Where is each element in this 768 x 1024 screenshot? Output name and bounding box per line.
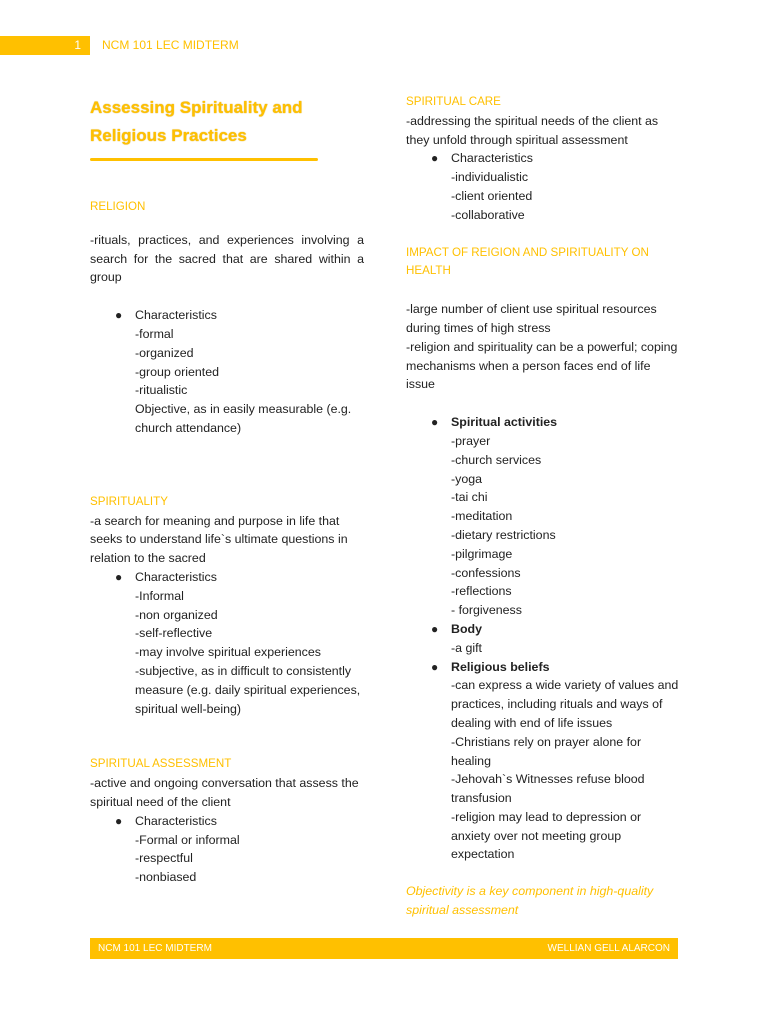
- bullet-icon: ●: [115, 813, 123, 828]
- assessment-heading: SPIRITUAL ASSESSMENT: [90, 757, 232, 771]
- spiritual-care-heading: SPIRITUAL CARE: [406, 95, 501, 108]
- list-item: -organized: [135, 345, 194, 360]
- bullet-label: Body: [451, 621, 482, 636]
- list-item: -ritualistic: [135, 383, 188, 398]
- impact-heading: IMPACT OF REIGION AND SPIRITUALITY ON HEALTH: [406, 245, 649, 278]
- list-item: -dietary restrictions: [451, 527, 556, 542]
- list-item: -self-reflective: [135, 626, 213, 641]
- list-item: -respectful: [135, 851, 193, 866]
- list-item: -pilgrimage: [451, 546, 513, 561]
- impact-paragraph-2: -religion and spirituality can be a powerful; coping mechanisms when a person faces end of life issue: [406, 339, 678, 392]
- footer-author: WELLIAN GELL ALARCON: [547, 943, 670, 954]
- list-item: -yoga: [451, 471, 482, 486]
- spiritual-activities: [406, 413, 682, 620]
- list-item: -group oriented: [135, 364, 220, 379]
- religion-characteristics: [90, 306, 364, 438]
- list-item: -Formal or informal: [135, 832, 240, 847]
- list-item: -formal: [135, 326, 174, 341]
- assessment-definition: -active and ongoing conversation that assess the spiritual need of the client: [90, 776, 359, 809]
- list-item: -client oriented: [451, 188, 533, 203]
- list-item: -reflections: [451, 584, 512, 599]
- spirituality-characteristics: [90, 568, 364, 718]
- spiritual-care-definition: -addressing the spiritual needs of the client as they unfold through spiritual assessment: [406, 113, 659, 147]
- list-item: -religion may lead to depression or anxiety over not meeting group expectation: [451, 809, 642, 862]
- list-item: -may involve spiritual experiences: [135, 645, 321, 660]
- list-item: -collaborative: [451, 207, 525, 222]
- footer-course: NCM 101 LEC MIDTERM: [98, 943, 212, 954]
- list-item: -Christians rely on prayer alone for healing: [451, 734, 642, 768]
- spiritual-care-characteristics: [406, 149, 682, 224]
- list-item: -prayer: [451, 433, 491, 448]
- list-item: -Jehovah`s Witnesses refuse blood transfusion: [451, 772, 645, 806]
- bullet-icon: ●: [431, 659, 439, 674]
- bullet-label: Characteristics: [135, 813, 217, 828]
- document-title: [90, 94, 364, 150]
- bullet-icon: ●: [431, 621, 439, 636]
- list-item: Objective, as in easily measurable (e.g. church attendance): [135, 402, 352, 435]
- list-item: -church services: [451, 452, 542, 467]
- list-item: -Informal: [135, 588, 184, 603]
- impact-paragraph-1: -large number of client use spiritual resources during times of high stress: [406, 302, 657, 335]
- list-item: -can express a wide variety of values and practices, including rituals and ways of dealing with end of life issues: [451, 678, 679, 730]
- bullet-icon: ●: [115, 569, 123, 584]
- title-line-1: Assessing Spirituality and: [90, 98, 303, 117]
- list-item: -confessions: [451, 565, 521, 580]
- header-title: NCM 101 LEC MIDTERM: [102, 38, 239, 52]
- left-column: [90, 94, 364, 887]
- footer-bar: [90, 938, 678, 959]
- list-item: - forgiveness: [451, 603, 522, 618]
- bullet-label: Characteristics: [135, 308, 217, 323]
- bullet-label: Spiritual activities: [451, 415, 558, 430]
- spirituality-definition: -a search for meaning and purpose in life that seeks to understand life`s ultimate questions in relation to the sacred: [90, 513, 348, 566]
- bullet-label: Characteristics: [135, 569, 217, 584]
- spirituality-heading: SPIRITUALITY: [90, 494, 168, 508]
- right-column: [406, 93, 682, 920]
- title-line-2: Religious Practices: [90, 126, 247, 145]
- bullet-icon: ●: [115, 308, 123, 323]
- list-item: -a gift: [451, 640, 482, 655]
- bullet-label: Characteristics: [451, 151, 533, 166]
- bullet-icon: ●: [431, 415, 439, 430]
- objectivity-note: Objectivity is a key component in high-quality spiritual assessment: [406, 884, 654, 918]
- page-number: 1: [0, 36, 90, 55]
- list-item: -subjective, as in difficult to consistently measure (e.g. daily spiritual experiences, spiritual well-being): [135, 663, 361, 716]
- religious-beliefs: [406, 658, 682, 865]
- assessment-characteristics: [90, 812, 364, 887]
- religion-heading: RELIGION: [90, 200, 146, 213]
- religion-definition: -rituals, practices, and experiences involving a search for the sacred that are shared within a group: [90, 232, 364, 285]
- list-item: -meditation: [451, 509, 513, 524]
- list-item: -nonbiased: [135, 870, 197, 885]
- list-item: -non organized: [135, 607, 218, 622]
- body-section: [406, 620, 682, 658]
- bullet-icon: ●: [431, 151, 439, 166]
- bullet-label: Religious beliefs: [451, 659, 550, 674]
- list-item: -individualistic: [451, 170, 529, 185]
- list-item: -tai chi: [451, 490, 488, 505]
